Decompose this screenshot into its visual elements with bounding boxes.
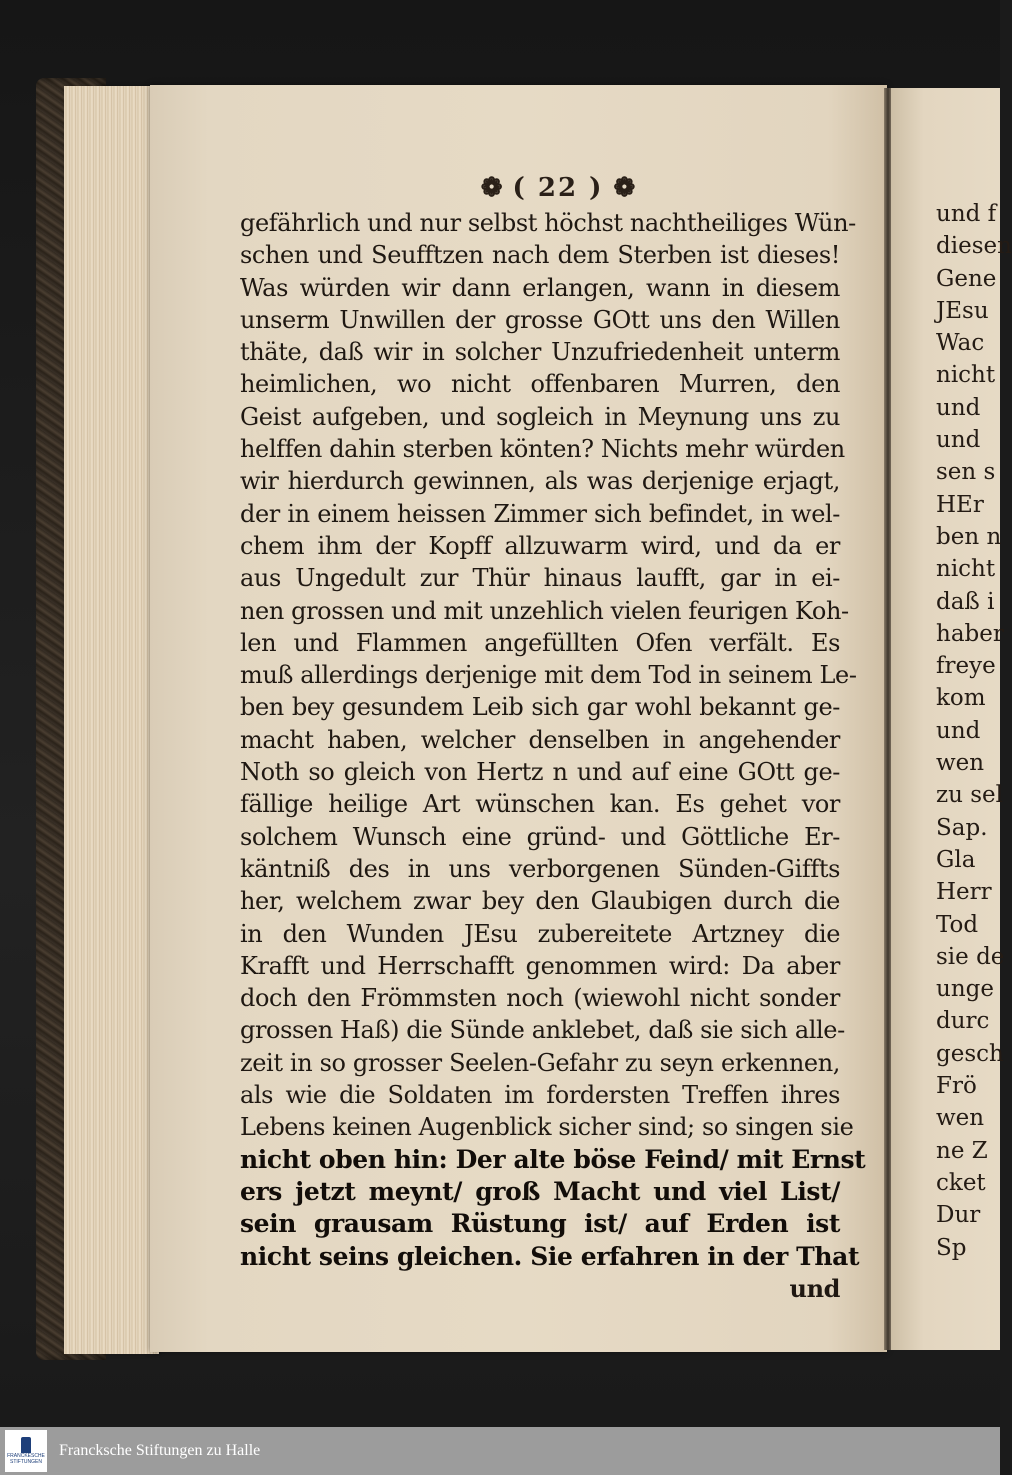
right-page-line: daß i (936, 588, 995, 615)
right-page-line: und (936, 427, 981, 454)
right-page-line: nicht (936, 556, 996, 583)
text-line: wir hierdurch gewinnen, als was derjenige erjagt, (240, 467, 840, 496)
text-line: der in einem heissen Zimmer sich befindet, in wel- (240, 499, 840, 528)
text-line: zeit in so grosser Seelen-Gefahr zu seyn erkennen, (240, 1048, 840, 1077)
text-line: macht haben, welcher denselben in angehender (240, 725, 840, 754)
right-page-line: nicht (936, 362, 996, 389)
right-page-line: wen (936, 750, 985, 777)
right-page-line: cket (936, 1169, 986, 1196)
right-page-line: diesen (936, 233, 1012, 260)
text-line: thäte, daß wir in solcher Unzufriedenheit unterm (240, 338, 840, 367)
text-line: nicht seins gleichen. Sie erfahren in der That (240, 1241, 860, 1271)
ornament-left-icon: ❁ (480, 173, 503, 203)
right-page-line: durc (936, 1008, 990, 1035)
text-line: schen und Seufftzen nach dem Sterben ist dieses! (240, 241, 840, 270)
right-page-line: JEsu (936, 297, 989, 324)
franckesche-logo-icon[interactable] (5, 1430, 47, 1472)
catchword: und (789, 1273, 840, 1303)
text-line: fällige heilige Art wünschen kan. Es gehet vor (240, 790, 840, 819)
right-page-partial (891, 88, 1012, 1350)
right-page-line: Herr (936, 879, 992, 906)
text-line: Lebens keinen Augenblick sicher sind; so singen sie (240, 1113, 854, 1142)
text-line: ers jetzt meynt/ groß Macht und viel List/ (240, 1176, 840, 1206)
right-page-line: Sp (936, 1234, 967, 1261)
text-line: heimlichen, wo nicht offenbaren Murren, den (240, 370, 840, 399)
text-line: als wie die Soldaten im fordersten Treffen ihres (240, 1081, 840, 1110)
logo-building-icon (21, 1437, 31, 1453)
text-line: chem ihm der Kopff allzuwarm wird, und da er (240, 531, 840, 560)
right-page-line: und (936, 717, 981, 744)
text-line: Geist aufgeben, und sogleich in Meynung uns zu (240, 402, 840, 431)
text-line: Krafft und Herrschafft genommen wird: Da aber (240, 951, 840, 980)
logo-text: FRANCKESCHE STIFTUNGEN (7, 1453, 45, 1465)
right-page-line: Tod (936, 911, 979, 938)
text-line: sein grausam Rüstung ist/ auf Erden ist (240, 1209, 840, 1239)
right-page-line: Dur (936, 1202, 981, 1229)
right-page-line: HEr (936, 491, 984, 518)
text-line: nicht oben hin: Der alte böse Feind/ mit Ernst (240, 1144, 866, 1174)
ornament-right-icon: ❁ (613, 173, 636, 203)
right-page-line: Frö (936, 1073, 977, 1100)
text-line: gefährlich und nur selbst höchst nachtheiliges Wün- (240, 209, 856, 237)
right-page-line: gesch (936, 1040, 1004, 1067)
right-page-line: sie de (936, 943, 1005, 970)
text-line: ben bey gesundem Leib sich gar wohl bekannt ge- (240, 693, 840, 722)
text-line: käntniß des in uns verborgenen Sünden-Giffts (240, 854, 840, 883)
text-line: nen grossen und mit unzehlich vielen feurigen Koh- (240, 596, 849, 625)
right-page-line: Sap. (936, 814, 988, 841)
footer-title: Francksche Stiftungen zu Halle (59, 1442, 261, 1459)
text-line: helffen dahin sterben könten? Nichts mehr würden (240, 435, 845, 464)
right-page-line: und (936, 394, 981, 421)
right-page-line: Gene (936, 265, 997, 292)
text-line: len und Flammen angefüllten Ofen verfält. Es (240, 628, 840, 657)
right-page-line: sen s (936, 459, 996, 486)
text-line: her, welchem zwar bey den Glaubigen durch die (240, 887, 840, 916)
right-page-line: ben n (936, 523, 1002, 550)
right-page-line: Gla (936, 846, 976, 873)
right-page-line: ne Z (936, 1137, 988, 1164)
right-page-line: Wac (936, 330, 985, 357)
right-page-line: kom (936, 685, 986, 712)
text-line: solchem Wunsch eine gründ- und Göttliche Er- (240, 822, 840, 851)
right-page-text (936, 198, 1012, 1264)
text-line: Was würden wir dann erlangen, wann in diesem (240, 273, 840, 302)
text-line: Noth so gleich von Hertz n und auf eine GOtt ge- (240, 758, 840, 787)
page-edges (64, 86, 159, 1354)
page-header (448, 168, 668, 208)
text-line: doch den Frömmsten noch (wiewohl nicht sonder (240, 984, 840, 1013)
right-page-line: und f (936, 201, 997, 227)
text-line: in den Wunden JEsu zubereitete Artzney die (240, 919, 840, 948)
text-line: unserm Unwillen der grosse GOtt uns den Willen (240, 305, 840, 334)
text-line: aus Ungedult zur Thür hinaus laufft, gar in ei- (240, 564, 840, 593)
right-page-line: zu sel (936, 782, 1004, 809)
text-line: grossen Haß) die Sünde anklebet, daß sie sich alle- (240, 1016, 845, 1045)
right-page-line: unge (936, 976, 994, 1003)
right-page-line: haber (936, 620, 1004, 647)
page-number: ( 22 ) (512, 173, 604, 203)
right-page-line: wen (936, 1105, 985, 1132)
footer-bar (0, 1427, 1000, 1475)
text-line: muß allerdings derjenige mit dem Tod in seinem Le- (240, 661, 857, 690)
right-page-line: freye (936, 653, 996, 680)
page-body-text (240, 207, 866, 1305)
